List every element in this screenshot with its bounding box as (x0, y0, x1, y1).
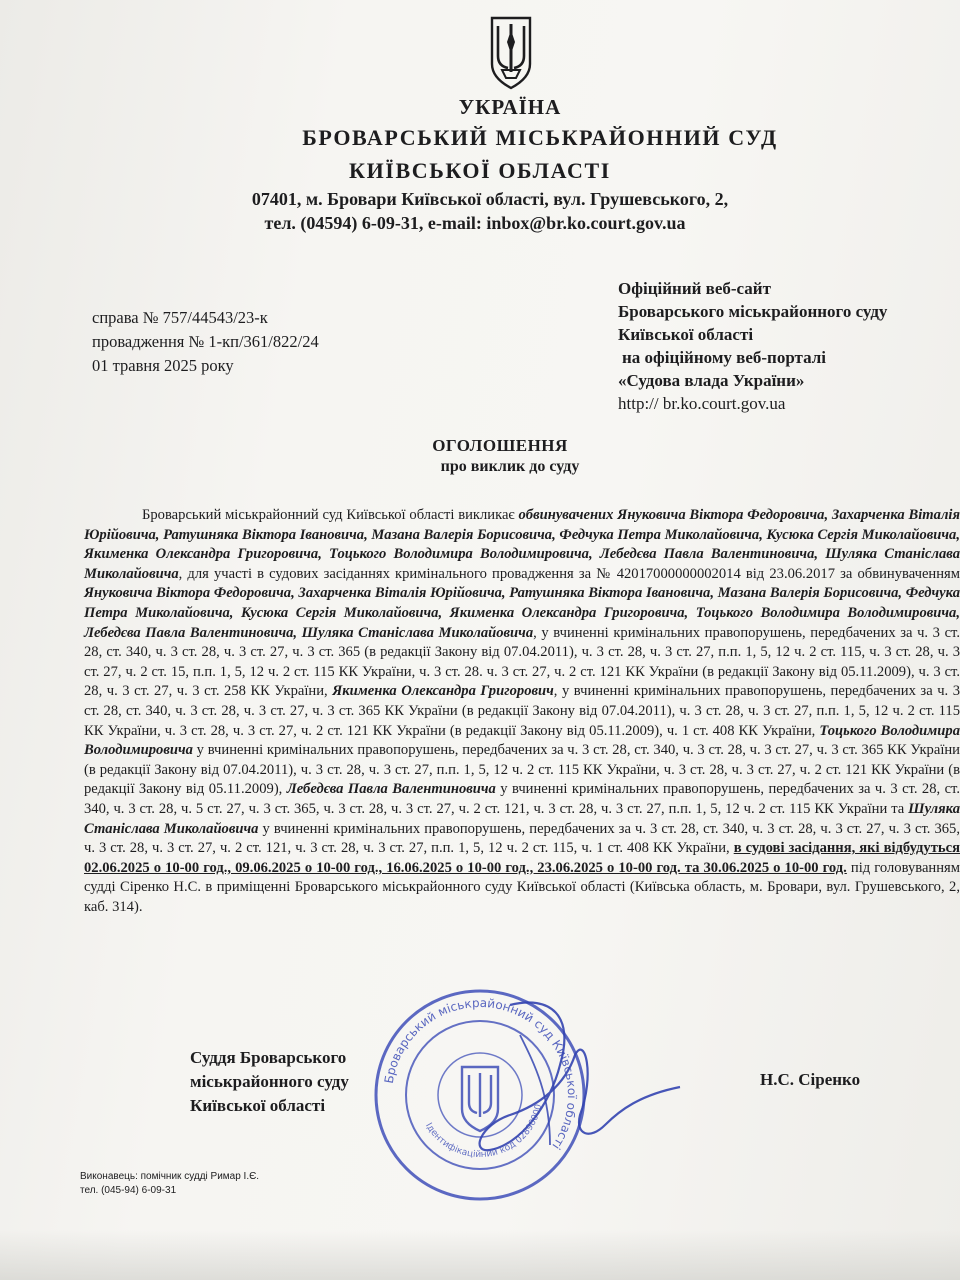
case-info (92, 306, 319, 378)
body-segment: у вчиненні кримінальних правопорушень, передбачених за ч. 3 ст. 28, ст. 340, ч. 3 ст. 28, ч. 3 ст. 27, ч. 3 ст. 365 КК України (в редакції Закону від 07.04.2011), ч. 3 ст. 28, ч. 3 ст. 27, п.п. 1, 5, 12 ч. 2 ст. 115 КК України, ч. 3 ст. 28, ч. 3 ст. 27, ч. 2 ст. 121 КК України (в редакції Закону від 05.11.2009), (84, 742, 960, 798)
header-court-name: БРОВАРСЬКИЙ МІСЬКРАЙОННИЙ СУД (302, 125, 778, 150)
seal-outer-text: Броварський міськрайонний суд Київської області (381, 995, 580, 1153)
body-segment: , для участі в судових засіданнях кримінального провадження за № 42017000000002014 від 23.06.2017 за обвинуваченням (178, 565, 960, 582)
judge-title-line-1: Суддя Броварського (190, 1048, 347, 1067)
executor-phone: тел. (045-94) 6-09-31 (80, 1185, 177, 1196)
judge-title (190, 1046, 349, 1118)
hearing-dates: в судові засідання, які відбудуться 02.06.2025 о 10-00 год., 09.06.2025 о 10-00 год., 16.06.2025 о 10-00 год., 23.06.2025 о 10-00 год. та 30.06.2025 о 10-00 год. (84, 840, 960, 876)
judge-title-line-3: Київської області (190, 1096, 326, 1115)
body-accused-name: Якименка Олександра Григорович (332, 683, 554, 700)
header-contacts: тел. (04594) 6-09-31, e-mail: inbox@br.ko.court.gov.ua (264, 213, 686, 233)
judge-name: Н.С. Сіренко (760, 1070, 861, 1089)
body-segment: у вчиненні кримінальних правопорушень, передбачених за ч. 3 ст. 28, ст. 340, ч. 3 ст. 28, ч. 3 ст. 27, ч. 3 ст. 365, ч. 3 ст. 28, ч. 3 ст. 27, ч. 2 ст. 121, ч. 3 ст. 28, ч. 3 ст. 27, п.п. 1, 5, 12 ч. 2 ст. 115, ч. 1 ст. 408 КК України, (84, 820, 960, 857)
body-accused-name: Лебедєва Павла Валентиновича (286, 781, 496, 798)
body-accused-name: Шуляка Станіслава Миколайовича (84, 800, 960, 837)
website-line-5: «Судова влада України» (618, 371, 805, 390)
seal-inner-text: Ідентифікаційний код 02890000 (423, 1103, 545, 1161)
notice-body (84, 506, 960, 917)
body-segment: у вчиненні кримінальних правопорушень, передбачених за ч. 3 ст. 28, ст. 340, ч. 3 ст. 28, ч. 5 ст. 27, ч. 3 ст. 365, ч. 3 ст. 28, ч. 3 ст. 27, ч. 2 ст. 121, ч. 3 ст. 28, ч. 3 ст. 27, п.п. 1, 5, 12 ч. 2 ст. 115 КК України та (84, 781, 960, 817)
body-segment: під головуванням судді Сіренко Н.С. в приміщенні Броварського міськрайонного суду Київської області (Київська область, м. Бровари, вул. Грушевського, 2, каб. 314). (84, 859, 960, 915)
header-address: 07401, м. Бровари Київської області, вул. Грушевського, 2, (251, 189, 729, 209)
body-segment: Броварський міськрайонний суд Київської області викликає (142, 507, 519, 523)
coat-of-arms-icon (486, 12, 536, 92)
body-defendants-list: обвинувачених Януковича Віктора Федоровича, Захарченка Віталія Юрійовича, Ратушняка Віктора Івановича, Мазана Валерія Борисовича, Федчука Петра Миколайовича, Кусюка Сергія Миколайовича, Якименка Олександра Григоровича, Тоцького Володимира Володимировича, Лебедєва Павла Валентиновича, Шуляка Станіслава Миколайовича (84, 507, 960, 582)
header-region: КИЇВСЬКОЇ ОБЛАСТІ (349, 158, 611, 183)
body-segment: , у вчиненні кримінальних правопорушень, передбачених за ч. 3 ст. 28, ст. 340, ч. 3 ст. 28, ч. 3 ст. 27, ч. 3 ст. 365 КК України (в редакції Закону від 07.04.2011), ч. 3 ст. 28, ч. 3 ст. 27, п.п. 1, 5, 12 ч. 2 ст. 115 КК України, ч. 3 ст. 28, ч. 3 ст. 27, ч. 2 ст. 121 КК України (в редакції Закону від 05.11.2009), ч. 1 ст. 408 КК України, (84, 683, 960, 739)
website-line-2: Броварського міськрайонного суду (618, 302, 888, 321)
judge-title-line-2: міськрайонного суду (190, 1072, 349, 1091)
notice-subtitle: про виклик до суду (440, 458, 580, 475)
paper-shadow (0, 1230, 960, 1280)
body-accused-list: Януковича Віктора Федоровича, Захарченка Віталія Юрійовича, Ратушняка Віктора Івановича, Мазана Валерія Борисовича, Федчука Петра Миколайовича, Кусюка Сергія Миколайовича, Якименка Олександра Григоровича, Тоцького Володимира Володимировича, Лебедєва Павла Валентиновича, Шуляка Станіслава Миколайовича (84, 585, 960, 641)
executor-name: Виконавець: помічник судді Римар І.Є. (80, 1171, 260, 1182)
executor-info (80, 1170, 259, 1198)
body-segment: , у вчиненні кримінальних правопорушень, передбачених за ч. 3 ст. 28, ст. 340, ч. 3 ст. 28, ч. 3 ст. 27, ч. 3 ст. 365 (в редакції Закону від 07.04.2011), ч. 3 ст. 28, ч. 3 ст. 27, п.п. 1, 5, 12 ч. 2 ст. 115, ч. 3 ст. 28, ч. 3 ст. 27, ч. 2 ст. 15, п.п. 1, 5, 12 ч. 2 ст. 115 КК України, ч. 3 ст. 28. ч. 3 ст. 27, ч. 2 ст. 121 КК України (в редакції Закону від 05.11.2009), ч. 3 ст. 28, ч. 3 ст. 27, ч. 3 ст. 258 КК України, (84, 624, 960, 700)
notice-title: ОГОЛОШЕННЯ (432, 436, 568, 455)
header-country: УКРАЇНА (458, 95, 562, 119)
website-info (618, 277, 887, 415)
website-url: http:// br.ko.court.gov.ua (618, 394, 786, 413)
proceeding-number: провадження № 1-кп/361/822/24 (92, 332, 319, 351)
website-line-1: Офіційний веб-сайт (618, 279, 771, 298)
judge-signature (400, 975, 700, 1175)
body-accused-name: Тоцького Володимира Володимировича (84, 722, 960, 759)
document-date: 01 травня 2025 року (92, 356, 234, 375)
case-number: справа № 757/44543/23-к (92, 308, 268, 327)
website-line-4: на офіційному веб-порталі (622, 348, 827, 367)
website-line-3: Київської області (618, 325, 754, 344)
